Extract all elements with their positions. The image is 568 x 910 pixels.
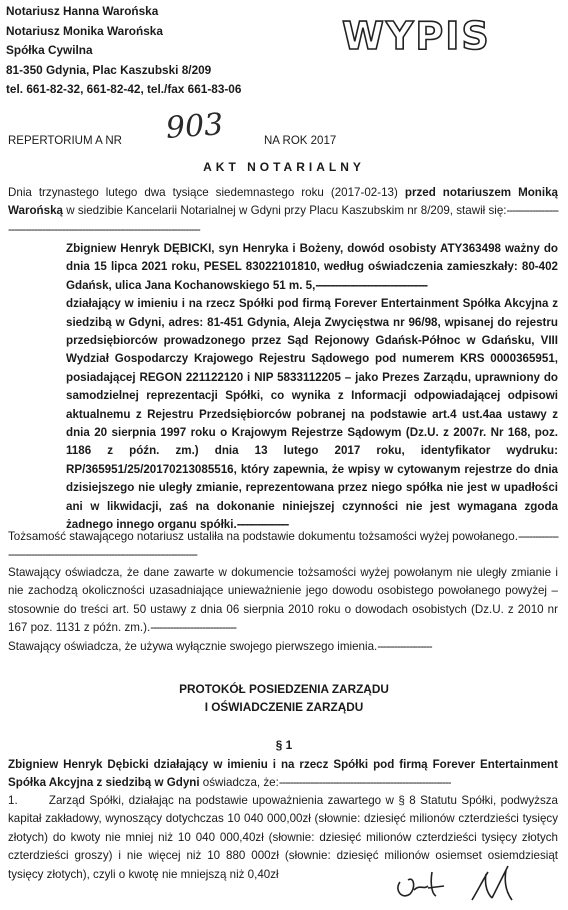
declaration-paragraph: Stawający oświadcza, że dane zawarte w dokumencie tożsamości wyżej powołanym nie uległy zmianie i nie zachodzą okoliczności uzasadniające unieważnienie jego dowodu osobistego powołanego powyżej – stosownie do treści art. 50 ustawy z dnia 06 sierpnia 2010 roku o dowodach osobistych (Dz.U. z 2010 nr 167 poz. 1131 z późn. zm.).------------------------------	[8, 566, 558, 635]
dash-fill: ------------------------------	[150, 621, 237, 635]
protocol-intro: Zbigniew Henryk Dębicki działający w imieniu i na rzecz Spółki pod firmą Forever Entertainment Spółka Akcyjna z siedzibą w Gdyni oświadcza, że:------------------------------------------------------------	[8, 758, 558, 790]
header-line: Spółka Cywilna	[6, 43, 93, 57]
person-representation: działający w imieniu i na rzecz Spółki pod firmą Forever Entertainment Spółka Akcyjna z siedzibą w Gdyni, adres: 81-451 Gdynia, Aleja Zwycięstwa nr 96/98, wpisanej do rejestru przedsiębiorców prowadzonego przez Sąd Rejonowy Gdańsk-Północ w Gdańsku, VIII Wydział Gospodarczy Krajowego Rejestru Sądowego pod numerem KRS 0000365951, posiadającej REGON 221122120 i NIP 5833112205 – jako Prezes Zarządu, uprawniony do samodzielnej reprezentacji Spółki, co wynika z Informacji odpowiadającej odpisowi aktualnemu z Rejestru Przedsiębiorców pobranej na podstawie art.4 ust.4aa ustawy z dnia 20 sierpnia 1997 roku o Krajowym Rejestrze Sądowym (Dz.U. z 2007r. Nr 168, poz. 1186 z późn. zm.) dnia 13 lutego 2017 roku, identyfikator wydruku: RP/365951/25/20170213085516, który zapewnia, że wpisy w cytowanym rejestrze do dnia dzisiejszego nie uległy zmianie, reprezentowana przez niego spółka nie jest w upadłości ani w likwidacji, zaś na dokonanie niniejszej czynności nie jest wymagana zgoda żadnego innego organu spółki.------------------	[66, 297, 558, 532]
intro-paragraph	[8, 184, 558, 239]
handwritten-signatures	[388, 860, 568, 910]
section-number: § 1	[275, 738, 293, 752]
notary-office-header	[6, 2, 241, 100]
protocol-subtitle: I OŚWIADCZENIE ZARZĄDU	[204, 700, 364, 714]
wypis-stamp: WYPIS	[342, 14, 491, 58]
dash-fill: -------------------	[377, 640, 432, 653]
repertorium-line	[8, 107, 560, 154]
identity-paragraph: Tożsamość stawającego notariusz ustaliła na podstawie dokumentu tożsamości wyżej powołanego.--------------------------------------------------------------------------------	[8, 530, 558, 562]
document-title: AKT NOTARIALNY	[203, 160, 365, 174]
dash-fill: ------------------	[236, 518, 289, 532]
header-line: 81-350 Gdynia, Plac Kaszubski 8/209	[6, 62, 212, 77]
intro-notary: przed notariuszem Moniką Warońską	[8, 186, 559, 218]
repertorium-year: NA ROK 2017	[264, 135, 337, 147]
appearing-person-block	[66, 240, 558, 535]
dash-fill: ------------------------------------------------------------	[278, 776, 451, 790]
intro-date: Dnia trzynastego lutego dwa tysiące siedemnastego roku (2017-02-13)	[8, 186, 405, 199]
dash-fill: ---------------------------------------	[315, 278, 427, 292]
header-line: tel. 661-82-32, 661-82-42, tel./fax 661-83-06	[6, 82, 242, 96]
header-line: Notariusz Hanna Warońska	[6, 4, 159, 18]
protocol-title: PROTOKÓŁ POSIEDZENIA ZARZĄDU	[179, 682, 389, 696]
person-identity: Zbigniew Henryk DĘBICKI, syn Henryka i Bożeny, dowód osobisty ATY363498 ważny do dnia 15 lipca 2021 roku, PESEL 83022101810, według oświadczenia zamieszkały: 80-402 Gdańsk, ulica Jana Kochanowskiego 51 m. 5,---------------------------------------	[66, 242, 558, 292]
repertorium-number: 903	[164, 107, 225, 146]
dash-fill: -------------------------------------------------------------------------------------	[8, 204, 558, 236]
repertorium-label: REPERTORIUM A NR	[8, 135, 122, 147]
first-name-paragraph: Stawający oświadcza, że używa wyłącznie swojego pierwszego imienia.-------------------	[8, 640, 432, 653]
protocol-item-1: 1. Zarząd Spółki, działając na podstawie upoważnienia zawartego w § 8 Statutu Spółki, podwyższa kapitał zakładowy, wynoszący dotychczas 10 040 000,00zł (słownie: dziesięć milionów czterdzieści tysięcy złotych) do kwoty nie mniej niż 10 040 000,40zł (słownie: dziesięć milionów czterdzieści tysięcy złotych czterdzieści groszy) i nie więcej niż 10 880 000zł (słownie: dziesięć milionów osiemset osiemdziesiąt tysięcy złotych), czyli o kwotę nie mniejszą niż 0,40zł	[8, 794, 558, 881]
header-line: Notariusz Monika Warońska	[6, 23, 163, 38]
dash-fill: --------------------------------------------------------------------------------	[8, 530, 558, 562]
intro-place: w siedzibie Kancelarii Notarialnej w Gdyni przy Placu Kaszubskim nr 8/209, stawił się:	[62, 204, 507, 218]
